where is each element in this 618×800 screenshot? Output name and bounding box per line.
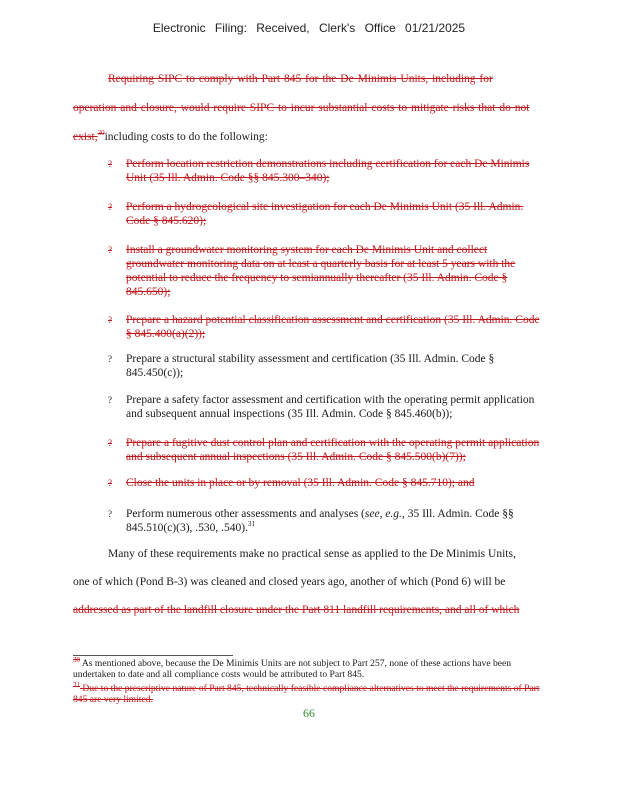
- list-bullet: ?: [108, 315, 112, 325]
- list-bullet: ?: [108, 438, 112, 448]
- list-bullet: ?: [108, 202, 112, 212]
- para2-line2: one of which (Pond B-3) was cleaned and closed years ago, another of which (Pond 6) will be: [73, 576, 506, 588]
- list-item-safety-factor: Prepare a safety factor assessment and certification with the operating permit application and subsequent annual inspections (35 Ill. Admin. Code § 845.460(b));: [126, 394, 535, 420]
- list-bullet: ?: [108, 159, 112, 169]
- para1-line3: [73, 130, 268, 144]
- page-number: 66: [303, 706, 315, 720]
- list-bullet: ?: [108, 354, 112, 364]
- para2-line3: addressed as part of the landfill closure under the Part 811 landfill requirements, and all of which: [73, 604, 520, 616]
- footnote-31-number: 31: [73, 680, 80, 689]
- list-item-other-assessments: [126, 507, 544, 535]
- footnote-30-text: As mentioned above, because the De Minimis Units are not subject to Part 257, none of these actions have been undertaken to date and all compliance costs would be attributed to Part 845.: [73, 658, 512, 680]
- list-bullet: ?: [108, 478, 112, 488]
- list-bullet: ?: [108, 395, 112, 405]
- list-item-fugitive-dust: Prepare a fugitive dust control plan and certification with the operating permit application and subsequent annual inspections (35 Ill. Admin. Code § 845.500(b)(7));: [126, 437, 540, 463]
- footnote-separator: [73, 655, 233, 656]
- list-item-hazard-potential: Prepare a hazard potential classification assessment and certification (35 Ill. Admin. Code § 845.400(a)(2));: [126, 314, 540, 340]
- list-bullet: ?: [108, 245, 112, 255]
- list-bullet: ?: [108, 509, 112, 519]
- para1-line1: Requiring SIPC to comply with Part 845 for the De Minimis Units, including for: [108, 73, 493, 85]
- list-item-structural-stability: Prepare a structural stability assessment and certification (35 Ill. Admin. Code § 845.450(c));: [126, 353, 495, 379]
- para1-line2: operation and closure, would require SIPC to incur substantial costs to mitigate risks that do not: [73, 102, 530, 114]
- footnote-31-text: Due to the prescriptive nature of Part 845, technically feasible compliance alternatives to meet the requirements of Part 845 are very limited.: [73, 683, 540, 705]
- list-item-close-units: Close the units in place or by removal (35 Ill. Admin. Code § 845.710); and: [126, 477, 475, 489]
- other-assessments-signal: see, e.g.: [364, 508, 402, 520]
- other-assessments-post: , 35 Ill. Admin. Code §§ 845.510(c)(3), .530, .540).: [126, 508, 514, 534]
- footnote-30: [73, 655, 545, 680]
- footnote-31: [73, 680, 545, 705]
- footnote-30-number: 30: [73, 655, 80, 664]
- para1-line3-deleted: exist,: [73, 131, 98, 143]
- other-assessments-pre: Perform numerous other assessments and analyses (: [126, 508, 365, 520]
- list-item-location-restriction: Perform location restriction demonstrations including certification for each De Minimis Unit (35 Ill. Admin. Code §§ 845.300–340);: [126, 158, 530, 184]
- para2-line1: Many of these requirements make no practical sense as applied to the De Minimis Units,: [108, 548, 516, 560]
- footnote-ref-31[interactable]: 31: [248, 520, 256, 529]
- list-item-groundwater-monitoring: Install a groundwater monitoring system for each De Minimis Unit and collect groundwater monitoring data on at least a quarterly basis for at least 5 years with the potential to reduce the frequency to semiannually thereafter (35 Ill. Admin. Code § 845.650);: [126, 244, 516, 298]
- para1-line3-rest: including costs to do the following:: [104, 131, 268, 143]
- filing-header: Electronic Filing: Received, Clerk's Office 01/21/2025: [152, 21, 466, 35]
- list-item-hydrogeological: Perform a hydrogeological site investigation for each De Minimis Unit (35 Ill. Admin. Code § 845.620);: [126, 201, 524, 227]
- footnote-ref-30[interactable]: 30: [97, 129, 105, 138]
